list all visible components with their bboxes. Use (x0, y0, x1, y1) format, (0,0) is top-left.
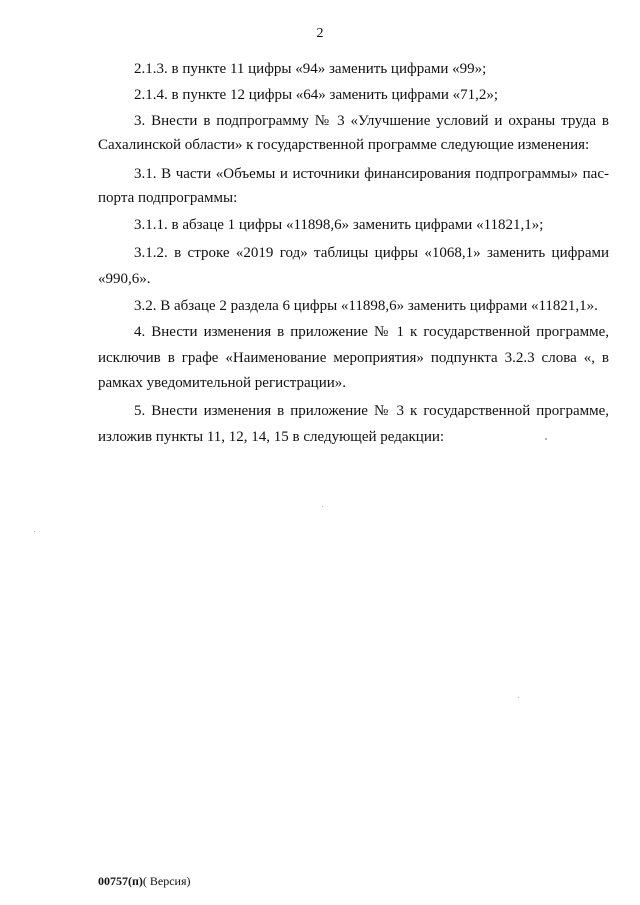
paragraph-4-line-1: 4. Внести изменения в приложение № 1 к государственной программе, (134, 324, 609, 340)
paragraph-5-line-1: 5. Внести изменения в приложение № 3 к государственной программе, (134, 403, 609, 419)
scan-speck (322, 506, 323, 507)
paragraph-3-1-2-line-2: «990,6». (98, 271, 151, 287)
page-number: 2 (316, 26, 324, 41)
scan-speck (34, 531, 35, 532)
paragraph-3-1-2-line-1: 3.1.2. в строке «2019 год» таблицы цифры «1068,1» заменить цифрами (134, 245, 609, 261)
footer-version: ( Версия) (142, 874, 191, 888)
paragraph-4-line-3: рамках уведомительной регистрации». (98, 375, 347, 391)
paragraph-3-line-2: Сахалинской области» к государственной программе следующие изменения: (98, 137, 590, 153)
paragraph-2-1-3-line-1: 2.1.3. в пункте 11 цифры «94» заменить цифрами «99»; (134, 61, 487, 77)
paragraph-3-line-1: 3. Внести в подпрограмму № 3 «Улучшение условий и охраны труда в (134, 113, 609, 129)
paragraph-3-1-line-1: 3.1. В части «Объемы и источники финансирования подпрограммы» пас- (134, 166, 609, 182)
paragraph-5-line-2: изложив пункты 11, 12, 14, 15 в следующей редакции: (98, 429, 445, 445)
paragraph-3-1-line-2: порта подпрограммы: (98, 190, 238, 206)
paragraph-2-1-4-line-1: 2.1.4. в пункте 12 цифры «64» заменить цифрами «71,2»; (134, 87, 499, 103)
scan-speck (518, 697, 519, 698)
scan-speck (545, 438, 547, 440)
paragraph-3-1-1-line-1: 3.1.1. в абзаце 1 цифры «11898,6» заменить цифрами «11821,1»; (134, 217, 544, 233)
paragraph-4-line-2: исключив в графе «Наименование мероприятия» подпункта 3.2.3 слова «, в (98, 350, 609, 366)
paragraph-3-2-line-1: 3.2. В абзаце 2 раздела 6 цифры «11898,6» заменить цифрами «11821,1». (134, 298, 598, 314)
footer-code: 00757(п) (98, 874, 143, 888)
document-footer (98, 874, 191, 888)
